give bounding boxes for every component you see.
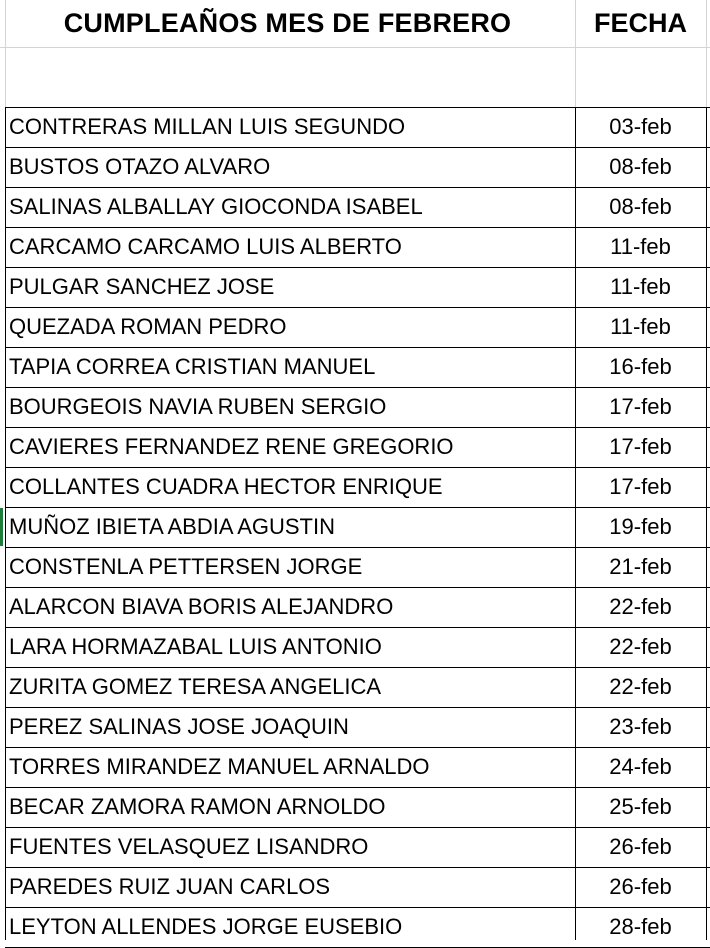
name-text: LARA HORMAZABAL LUIS ANTONIO [9, 634, 382, 659]
name-cell[interactable] [0, 787, 575, 827]
row-border [5, 507, 710, 508]
row-border [5, 467, 710, 468]
date-text: 26-feb [609, 874, 672, 899]
table-row [0, 227, 710, 267]
row-border [5, 547, 710, 548]
name-cell[interactable] [0, 907, 575, 947]
name-cell[interactable] [0, 467, 575, 507]
date-cell[interactable] [575, 787, 706, 827]
date-cell[interactable] [575, 187, 706, 227]
row-border [5, 587, 710, 588]
name-text: BECAR ZAMORA RAMON ARNOLDO [9, 794, 386, 819]
name-cell[interactable] [0, 227, 575, 267]
name-text: SALINAS ALBALLAY GIOCONDA ISABEL [9, 194, 423, 219]
date-cell[interactable] [575, 147, 706, 187]
header-row [0, 0, 710, 47]
date-text: 17-feb [609, 394, 672, 419]
name-text: BUSTOS OTAZO ALVARO [9, 154, 271, 179]
row-border [5, 867, 710, 868]
table-row [0, 747, 710, 787]
name-text: FUENTES VELASQUEZ LISANDRO [9, 834, 369, 859]
table-row [0, 787, 710, 827]
name-cell[interactable] [0, 507, 575, 547]
table-row [0, 867, 710, 907]
table-row [0, 187, 710, 227]
date-text: 21-feb [609, 554, 672, 579]
row-border [5, 707, 710, 708]
date-cell[interactable] [575, 627, 706, 667]
table-row [0, 467, 710, 507]
name-cell[interactable] [0, 307, 575, 347]
column-border [706, 107, 707, 940]
name-text: CAVIERES FERNANDEZ RENE GREGORIO [9, 434, 454, 459]
name-text: MUÑOZ IBIETA ABDIA AGUSTIN [9, 514, 335, 539]
name-text: LEYTON ALLENDES JORGE EUSEBIO [9, 914, 403, 939]
empty-row [0, 48, 710, 106]
row-border [5, 907, 710, 908]
column-border [5, 107, 6, 940]
date-text: 28-feb [609, 914, 672, 939]
date-text: 17-feb [609, 434, 672, 459]
row-border [5, 787, 710, 788]
header-name-label: CUMPLEAÑOS MES DE FEBRERO [63, 8, 512, 38]
name-cell[interactable] [0, 107, 575, 147]
name-text: TAPIA CORREA CRISTIAN MANUEL [9, 354, 376, 379]
name-cell[interactable] [0, 387, 575, 427]
date-cell[interactable] [575, 587, 706, 627]
date-cell[interactable] [575, 507, 706, 547]
name-cell[interactable] [0, 707, 575, 747]
date-cell[interactable] [575, 667, 706, 707]
date-text: 11-feb [610, 274, 671, 299]
date-text: 26-feb [609, 834, 672, 859]
date-text: 11-feb [610, 234, 671, 259]
row-border [5, 347, 710, 348]
name-cell[interactable] [0, 627, 575, 667]
header-date-cell[interactable] [575, 0, 706, 47]
name-text: TORRES MIRANDEZ MANUEL ARNALDO [9, 754, 430, 779]
table-row [0, 107, 710, 147]
column-border [575, 107, 576, 940]
name-cell[interactable] [0, 547, 575, 587]
date-text: 22-feb [609, 674, 672, 699]
table-row [0, 587, 710, 627]
date-cell[interactable] [575, 867, 706, 907]
date-cell[interactable] [575, 107, 706, 147]
name-cell[interactable] [0, 867, 575, 907]
name-text: PAREDES RUIZ JUAN CARLOS [9, 874, 331, 899]
table-row [0, 267, 710, 307]
date-text: 22-feb [609, 634, 672, 659]
date-text: 19-feb [609, 514, 672, 539]
table-row [0, 667, 710, 707]
date-cell[interactable] [575, 227, 706, 267]
date-text: 03-feb [609, 114, 672, 139]
name-text: QUEZADA ROMAN PEDRO [9, 314, 287, 339]
table-row [0, 347, 710, 387]
row-border [5, 267, 710, 268]
date-cell[interactable] [575, 827, 706, 867]
table-row [0, 387, 710, 427]
name-text: CONTRERAS MILLAN LUIS SEGUNDO [9, 114, 406, 139]
name-text: CARCAMO CARCAMO LUIS ALBERTO [9, 234, 402, 259]
table-row [0, 507, 710, 547]
empty-cell [706, 48, 710, 106]
date-text: 17-feb [609, 474, 672, 499]
row-border [5, 427, 710, 428]
table-row [0, 627, 710, 667]
date-cell[interactable] [575, 267, 706, 307]
empty-name-cell[interactable] [0, 48, 575, 106]
name-cell[interactable] [0, 667, 575, 707]
table-row [0, 707, 710, 747]
name-text: PEREZ SALINAS JOSE JOAQUIN [9, 714, 349, 739]
table-row [0, 827, 710, 867]
name-cell[interactable] [0, 427, 575, 467]
date-text: 24-feb [609, 754, 672, 779]
date-text: 11-feb [610, 314, 671, 339]
header-date-label: FECHA [594, 8, 687, 38]
selection-marker [0, 508, 3, 546]
date-cell[interactable] [575, 467, 706, 507]
date-text: 08-feb [609, 154, 672, 179]
date-cell[interactable] [575, 307, 706, 347]
date-cell[interactable] [575, 387, 706, 427]
date-cell[interactable] [575, 907, 706, 947]
name-text: PULGAR SANCHEZ JOSE [9, 274, 275, 299]
date-text: 08-feb [609, 194, 672, 219]
name-cell[interactable] [0, 587, 575, 627]
row-border [5, 307, 710, 308]
table-row [0, 307, 710, 347]
header-name-cell[interactable] [0, 0, 575, 47]
name-cell[interactable] [0, 187, 575, 227]
date-cell[interactable] [575, 347, 706, 387]
date-text: 25-feb [609, 794, 672, 819]
row-border [5, 107, 710, 108]
name-text: COLLANTES CUADRA HECTOR ENRIQUE [9, 474, 443, 499]
row-border [5, 627, 710, 628]
empty-cell [706, 0, 710, 47]
table-row [0, 427, 710, 467]
date-cell[interactable] [575, 547, 706, 587]
table-row [0, 147, 710, 187]
row-border [5, 387, 710, 388]
date-cell[interactable] [575, 427, 706, 467]
name-text: ZURITA GOMEZ TERESA ANGELICA [9, 674, 382, 699]
row-border [5, 227, 710, 228]
row-border [5, 667, 710, 668]
name-cell[interactable] [0, 747, 575, 787]
name-cell[interactable] [0, 827, 575, 867]
date-text: 22-feb [609, 594, 672, 619]
row-border [5, 747, 710, 748]
name-cell[interactable] [0, 147, 575, 187]
name-text: ALARCON BIAVA BORIS ALEJANDRO [9, 594, 394, 619]
row-border [5, 187, 710, 188]
table-row [0, 907, 710, 947]
name-text: CONSTENLA PETTERSEN JORGE [9, 554, 363, 579]
date-cell[interactable] [575, 747, 706, 787]
date-cell[interactable] [575, 707, 706, 747]
table-row [0, 547, 710, 587]
name-cell[interactable] [0, 347, 575, 387]
name-text: BOURGEOIS NAVIA RUBEN SERGIO [9, 394, 387, 419]
name-cell[interactable] [0, 267, 575, 307]
date-text: 23-feb [609, 714, 672, 739]
date-text: 16-feb [609, 354, 672, 379]
row-border [5, 147, 710, 148]
row-border [5, 827, 710, 828]
empty-date-cell[interactable] [575, 48, 706, 106]
